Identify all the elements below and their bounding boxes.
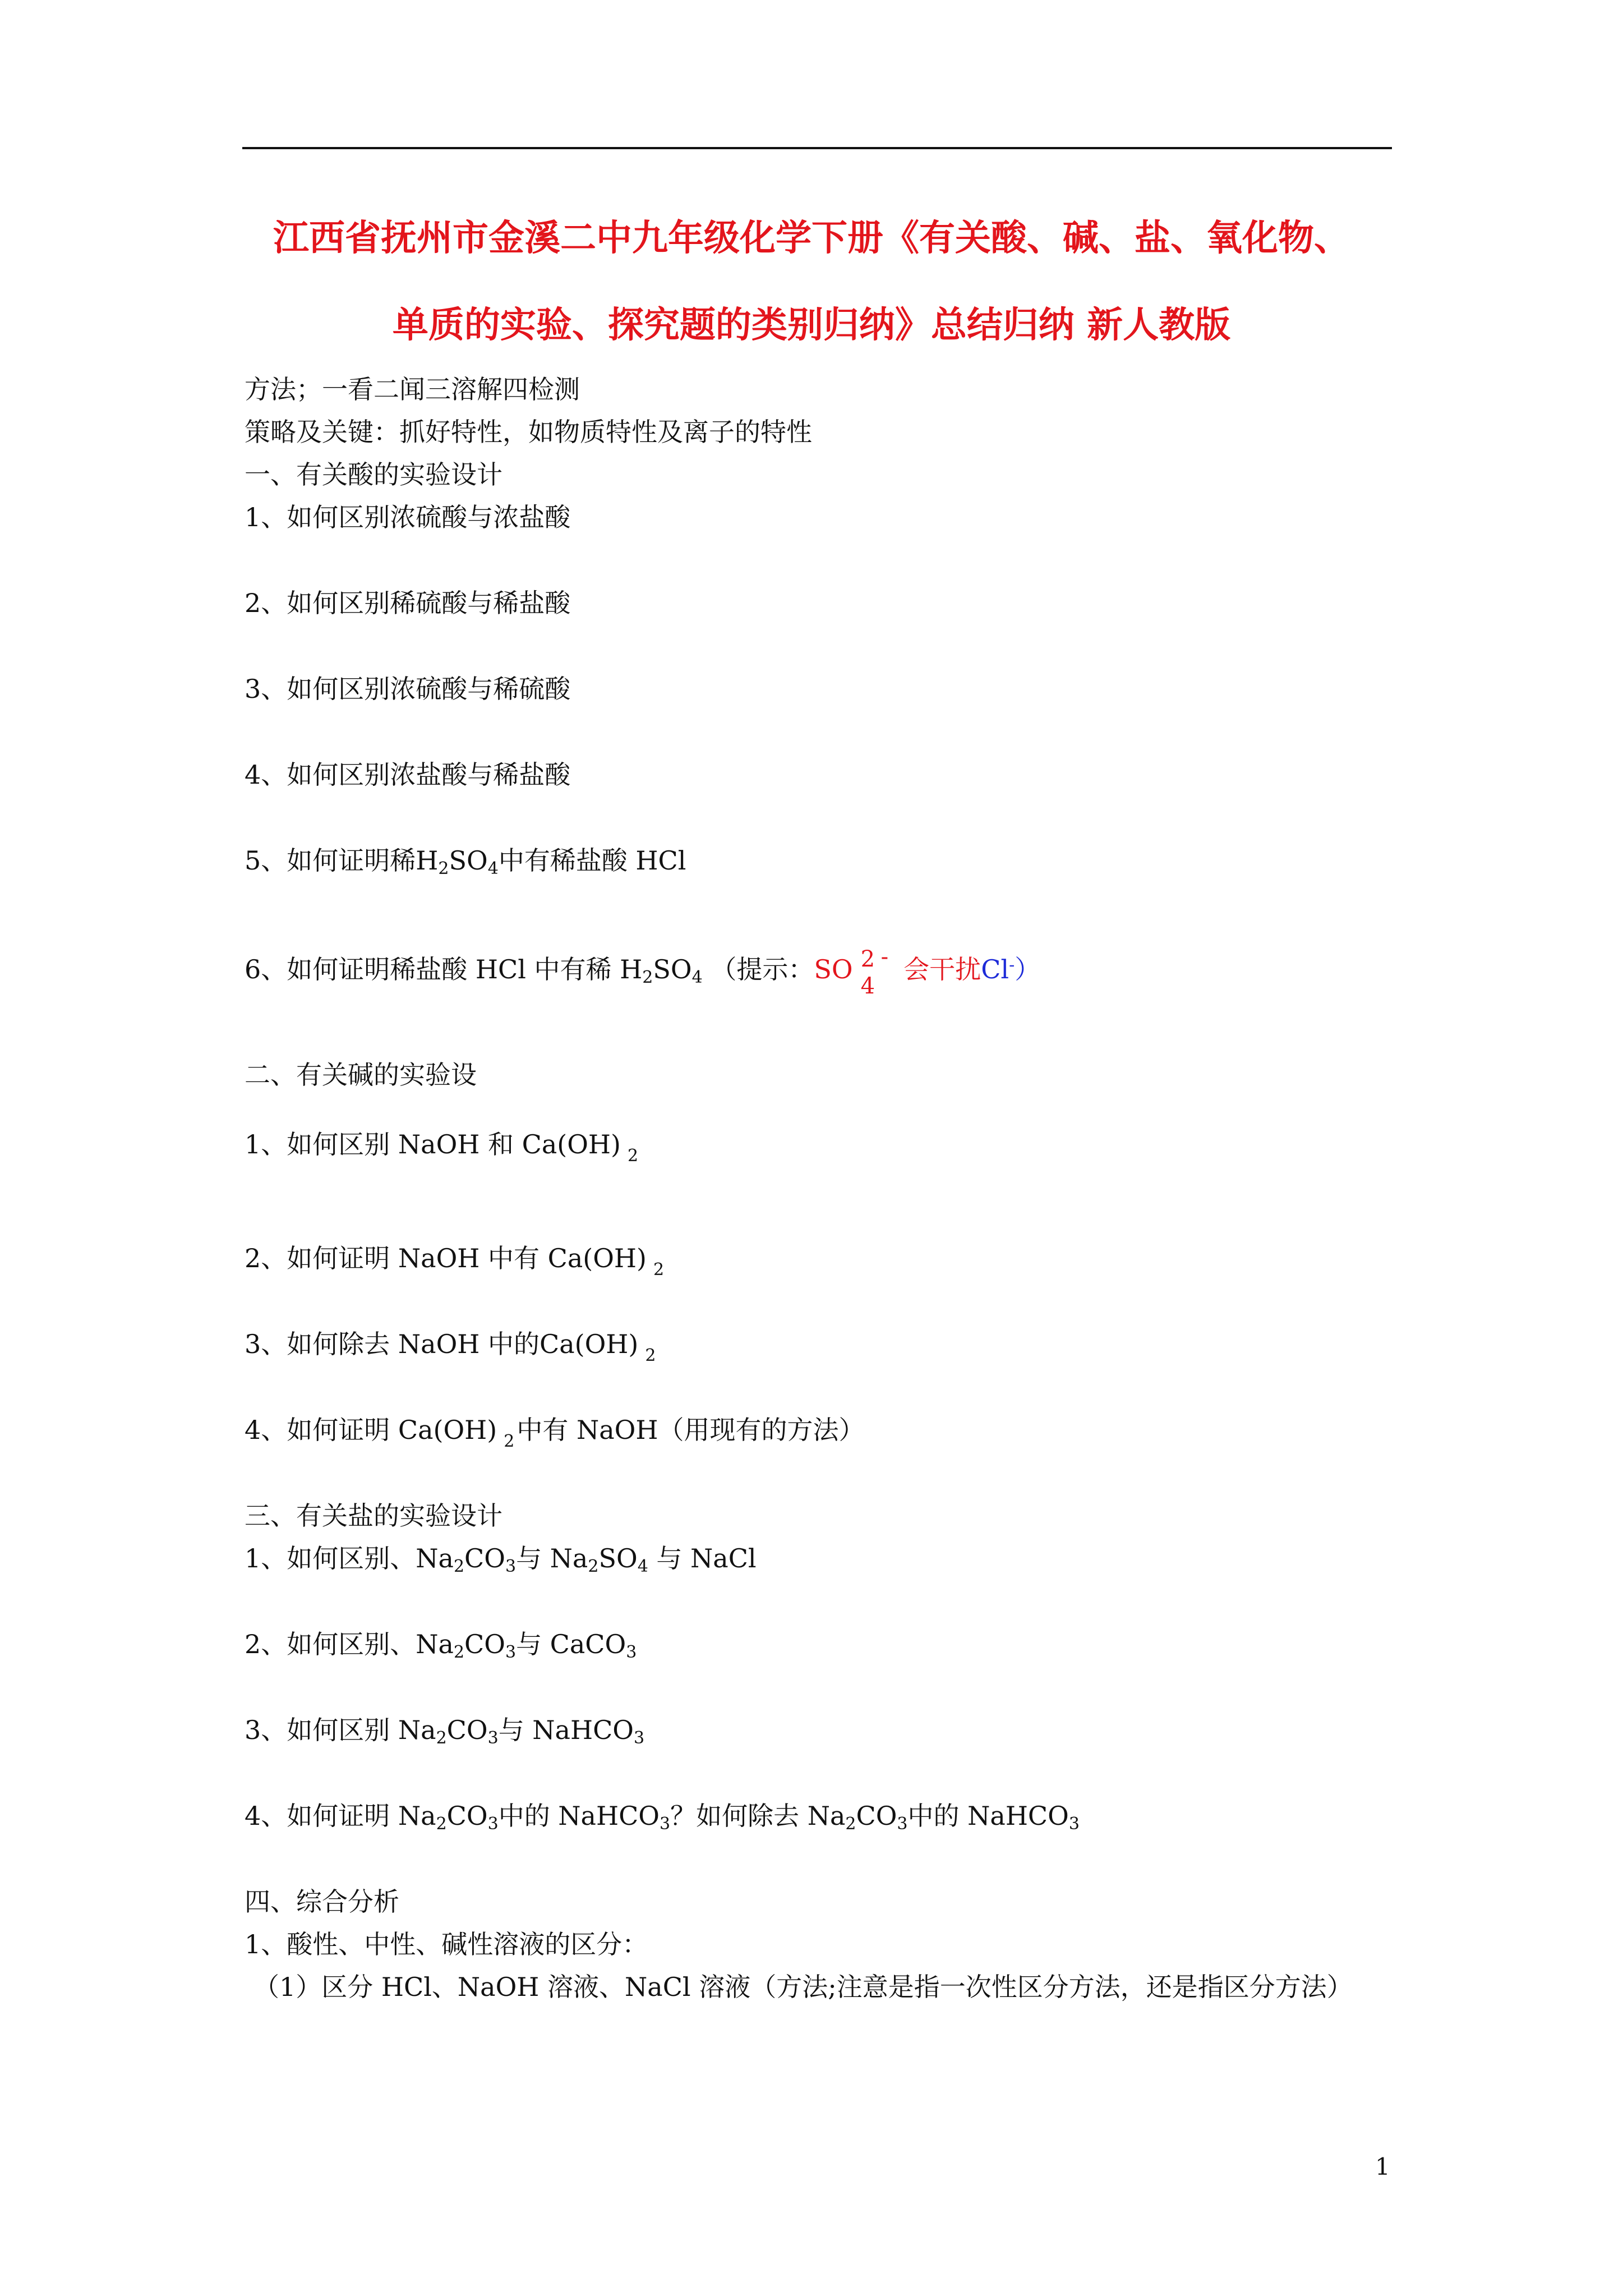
base-question-2: 2、如何证明 NaOH 中有 Ca(OH) $_2$	[245, 1243, 665, 1280]
salt-question-1: 1、如何区别、$Na_2CO_3$与 $Na_2SO_4$ 与 NaCl	[245, 1543, 757, 1576]
sulfate-ion-charge: 2 - 4	[860, 944, 889, 999]
section-salt-heading: 三、有关盐的实验设计	[245, 1501, 502, 1531]
title-line-1: 江西省抚州市金溪二中九年级化学下册《有关酸、碱、盐、氧化物、	[273, 218, 1350, 259]
synthesis-question-1-1: （1）区分 HCl、NaOH 溶液、NaCl 溶液（方法;注意是指一次性区分方法，还是指区分方法）	[253, 1972, 1353, 2002]
page-number: 1	[1375, 2153, 1390, 2180]
sulfate-ion: SO	[814, 954, 853, 984]
chloride-ion: Cl	[981, 954, 1009, 984]
title-line-2: 单质的实验、探究题的类别归纳》总结归纳 新人教版	[392, 305, 1231, 346]
method-text: 方法；一看二闻三溶解四检测	[245, 374, 580, 404]
acid-question-1: 1、如何区别浓硫酸与浓盐酸	[245, 502, 571, 532]
section-base-heading: 二、有关碱的实验设	[245, 1060, 477, 1090]
section-synthesis-heading: 四、综合分析	[245, 1887, 399, 1917]
header-rule	[242, 147, 1392, 149]
salt-question-3: 3、如何区别 $Na_2CO_3$与 NaHCO$_3$	[245, 1715, 645, 1748]
acid-question-4: 4、如何区别浓盐酸与稀盐酸	[245, 760, 571, 790]
base-question-3: 3、如何除去 NaOH 中的Ca(OH) $_2$	[245, 1329, 656, 1365]
salt-question-4: 4、如何证明 $Na_2CO_3$中的 NaHCO$_3$？如何除去 $Na_2CO_3$中的 NaHCO$_3$	[245, 1801, 1080, 1834]
base-question-1: 1、如何区别 NaOH 和 Ca(OH) $_2$	[245, 1129, 639, 1166]
section-acid-heading: 一、有关酸的实验设计	[245, 459, 502, 490]
acid-question-2: 2、如何区别稀硫酸与稀盐酸	[245, 588, 571, 618]
strategy-text: 策略及关键：抓好特性，如物质特性及离子的特性	[245, 417, 812, 447]
acid-question-5: 5、如何证明稀$H_2SO_4$中有稀盐酸 HCl	[245, 845, 686, 878]
salt-question-2: 2、如何区别、$Na_2CO_3$与 CaCO$_3$	[245, 1629, 637, 1662]
acid-question-3: 3、如何区别浓硫酸与稀硫酸	[245, 674, 571, 704]
base-question-4: 4、如何证明 Ca(OH) $_2$中有 NaOH（用现有的方法）	[245, 1415, 865, 1451]
acid-question-6: 6、如何证明稀盐酸 HCl 中有稀 $H_2SO_4$ （提示：SO 2 - 4 会干扰Cl-）	[245, 944, 1041, 999]
synthesis-question-1: 1、酸性、中性、碱性溶液的区分：	[245, 1929, 648, 1959]
